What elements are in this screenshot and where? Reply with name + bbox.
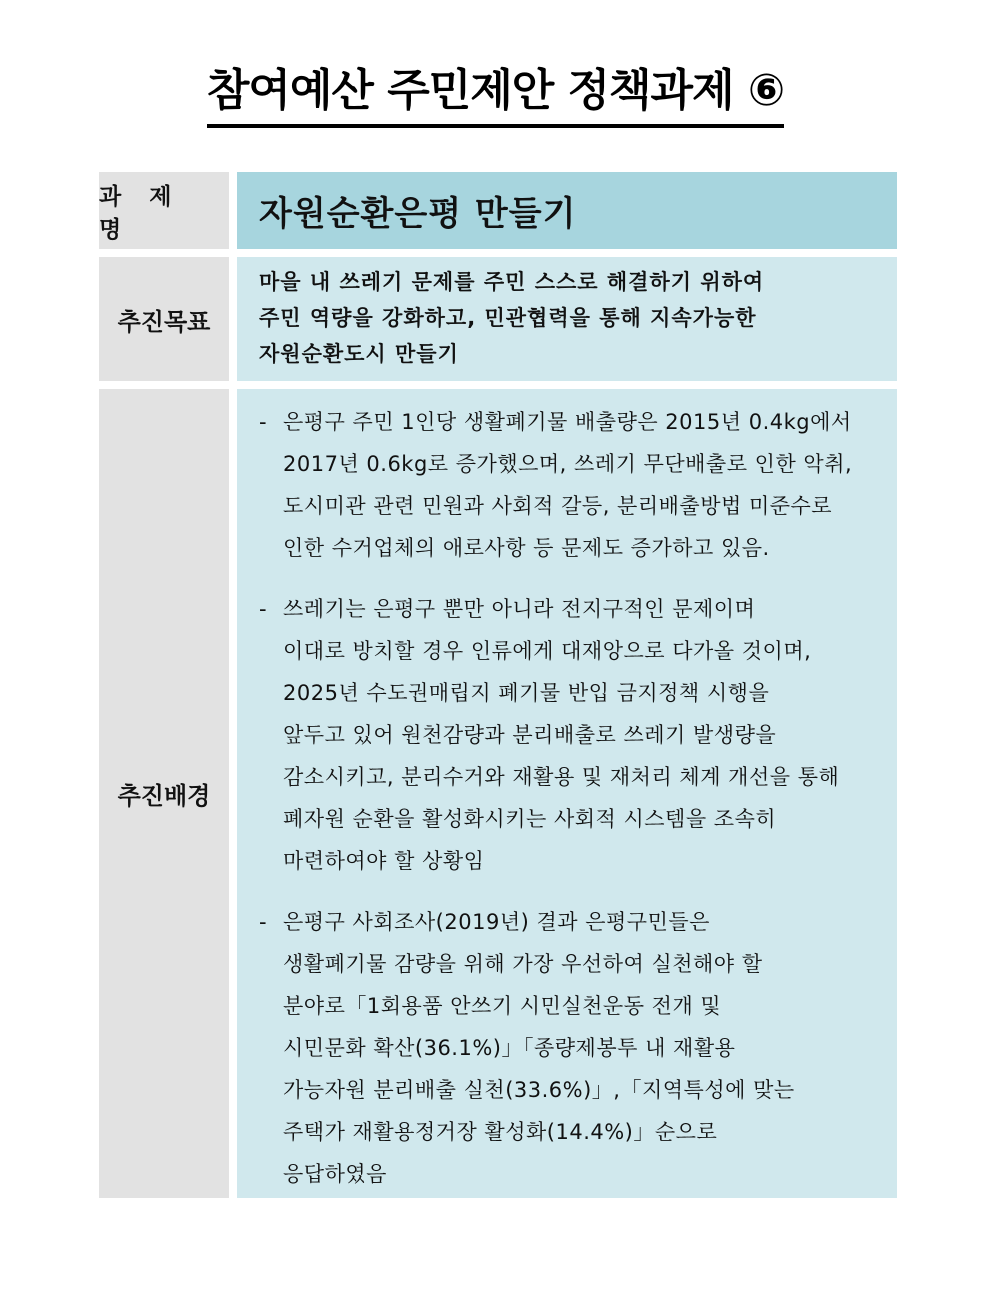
bullet-line: 2017년 0.6kg로 증가했으며, 쓰레기 무단배출로 인한 악취, [283, 452, 853, 476]
task-name-label: 과 제 명 [99, 172, 229, 249]
task-name-value: 자원순환은평 만들기 [259, 194, 577, 234]
bullet-dash: - [259, 597, 268, 621]
bullet-line: 쓰레기는 은평구 뿐만 아니라 전지구적인 문제이며 [283, 597, 756, 621]
background-label: 추진배경 [99, 389, 229, 1198]
row-goal [99, 257, 897, 381]
title-container [0, 62, 991, 128]
goal-line: 주민 역량을 강화하고, 민관협력을 통해 지속가능한 [259, 306, 757, 330]
bullet-line: 분야로「1회용품 안쓰기 시민실천운동 전개 및 [283, 994, 722, 1018]
policy-table [99, 172, 897, 1206]
bullet-dash: - [259, 410, 268, 434]
bullet-line: 도시미관 관련 민원과 사회적 갈등, 분리배출방법 미준수로 [283, 494, 833, 518]
bullet-line: 인한 수거업체의 애로사항 등 문제도 증가하고 있음. [283, 536, 770, 560]
background-cell [237, 389, 897, 1198]
goal-label: 추진목표 [99, 257, 229, 381]
bullet-line: 시민문화 확산(36.1%)」「종량제봉투 내 재활용 [283, 1036, 736, 1060]
bullet-line: 마련하여야 할 상황임 [283, 849, 485, 873]
goal-line: 자원순환도시 만들기 [259, 342, 459, 366]
goal-cell [237, 257, 897, 381]
row-task-name [99, 172, 897, 249]
bullet-line: 생활폐기물 감량을 위해 가장 우선하여 실천해야 할 [283, 952, 763, 976]
page-title: 참여예산 주민제안 정책과제 ⑥ [207, 62, 784, 128]
bullet-line: 폐자원 순환을 활성화시키는 사회적 시스템을 조속히 [283, 807, 777, 831]
bullet-line: 응답하였음 [283, 1162, 387, 1186]
bullet-line: 앞두고 있어 원천감량과 분리배출로 쓰레기 발생량을 [283, 723, 777, 747]
bullet-line: 감소시키고, 분리수거와 재활용 및 재처리 체계 개선을 통해 [283, 765, 840, 789]
bullet-line: 2025년 수도권매립지 폐기물 반입 금지정책 시행을 [283, 681, 770, 705]
bullet-dash: - [259, 910, 268, 934]
row-background [99, 389, 897, 1198]
task-name-cell [237, 172, 897, 249]
goal-line: 마을 내 쓰레기 문제를 주민 스스로 해결하기 위하여 [259, 270, 765, 294]
bullet-line: 가능자원 분리배출 실천(33.6%)」,「지역특성에 맞는 [283, 1078, 795, 1102]
background-bullet [259, 401, 877, 569]
bullet-line: 은평구 주민 1인당 생활폐기물 배출량은 2015년 0.4kg에서 [283, 410, 852, 434]
bullet-line: 이대로 방치할 경우 인류에게 대재앙으로 다가올 것이며, [283, 639, 812, 663]
bullet-line: 은평구 사회조사(2019년) 결과 은평구민들은 [283, 910, 710, 934]
bullet-line: 주택가 재활용정거장 활성화(14.4%)」순으로 [283, 1120, 718, 1144]
background-bullet [259, 901, 877, 1195]
background-bullet [259, 588, 877, 882]
